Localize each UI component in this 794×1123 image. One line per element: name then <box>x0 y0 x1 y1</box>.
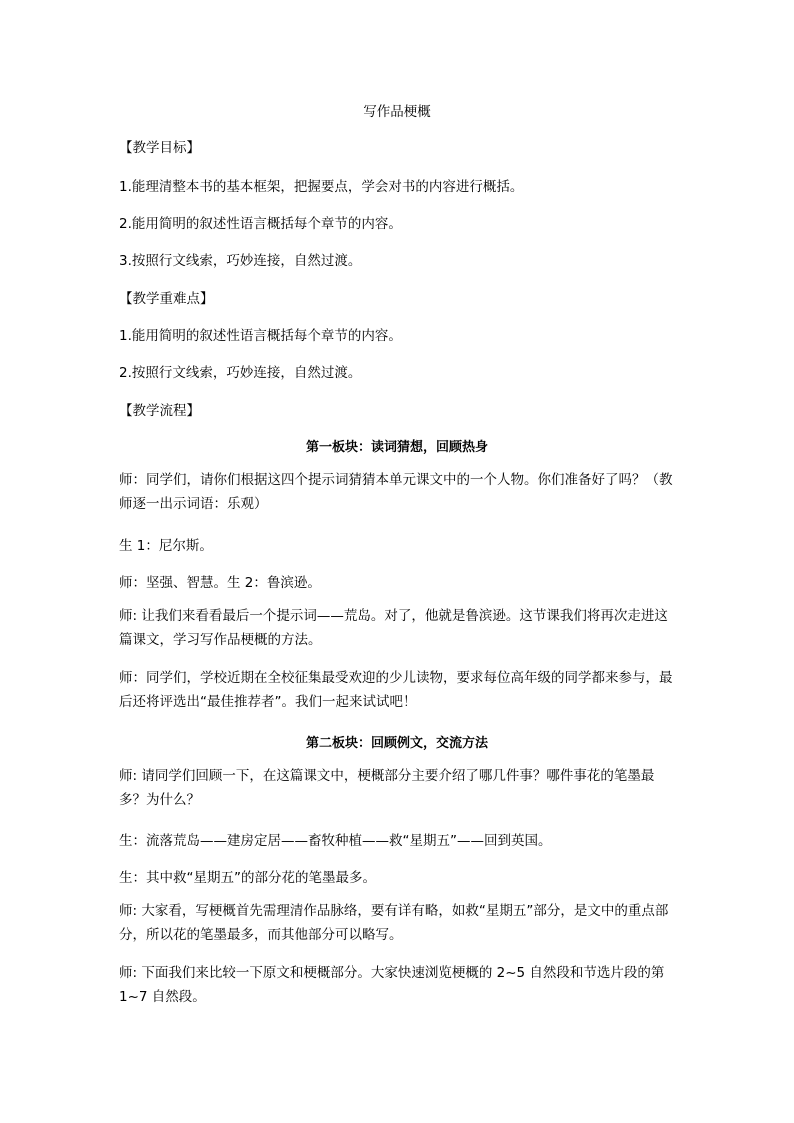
paragraph-5: 师：同学们，学校近期在全校征集最受欢迎的少儿读物，要求每位高年级的同学都来参与，最后还将评选出“最佳推荐者”。我们一起来试试吧！ <box>119 670 673 710</box>
goal-item-3: 3.按照行文线索，巧妙连接，自然过渡。 <box>119 253 362 269</box>
goal-item-1: 1.能理清整本书的基本框架，把握要点，学会对书的内容进行概括。 <box>119 179 524 195</box>
paragraph-3: 师：坚强、智慧。生 2：鲁滨逊。 <box>119 575 321 591</box>
document-title: 写作品梗概 <box>363 104 431 120</box>
section-heading-1: 第一板块：读词猜想，回顾热身 <box>305 440 488 455</box>
paragraph-4: 师: 让我们来看看最后一个提示词——荒岛。对了，他就是鲁滨逊。这节课我们将再次走进这篇课文，学习写作品梗概的方法。 <box>119 608 668 648</box>
key-item-1: 1.能用简明的叙述性语言概括每个章节的内容。 <box>119 328 402 344</box>
section-heading-2: 第二板块：回顾例文，交流方法 <box>305 736 488 751</box>
paragraph-7: 生：流落荒岛——建房定居——畜牧种植——救“星期五”——回到英国。 <box>119 833 552 849</box>
heading-process: 【教学流程】 <box>119 403 200 419</box>
paragraph-2: 生 1：尼尔斯。 <box>119 538 213 554</box>
paragraph-8: 生：其中救“星期五”的部分花的笔墨最多。 <box>119 870 376 886</box>
goal-item-2: 2.能用简明的叙述性语言概括每个章节的内容。 <box>119 216 402 232</box>
heading-key-points: 【教学重难点】 <box>119 291 214 307</box>
paragraph-6: 师: 请同学们回顾一下，在这篇课文中，梗概部分主要介绍了哪几件事？哪件事花的笔墨最多？为什么？ <box>119 768 655 808</box>
key-item-2: 2.按照行文线索，巧妙连接，自然过渡。 <box>119 365 362 381</box>
paragraph-1: 师：同学们，请你们根据这四个提示词猜猜本单元课文中的一个人物。你们准备好了吗？（教师逐一出示词语：乐观） <box>119 472 673 512</box>
paragraph-10: 师: 下面我们来比较一下原文和梗概部分。大家快速浏览梗概的 2~5 自然段和节选片段的第 1~7 自然段。 <box>119 965 665 1005</box>
heading-teaching-goals: 【教学目标】 <box>119 140 200 156</box>
paragraph-9: 师: 大家看，写梗概首先需理清作品脉络，要有详有略，如救“星期五”部分，是文中的重点部分，所以花的笔墨最多，而其他部分可以略写。 <box>119 903 669 943</box>
